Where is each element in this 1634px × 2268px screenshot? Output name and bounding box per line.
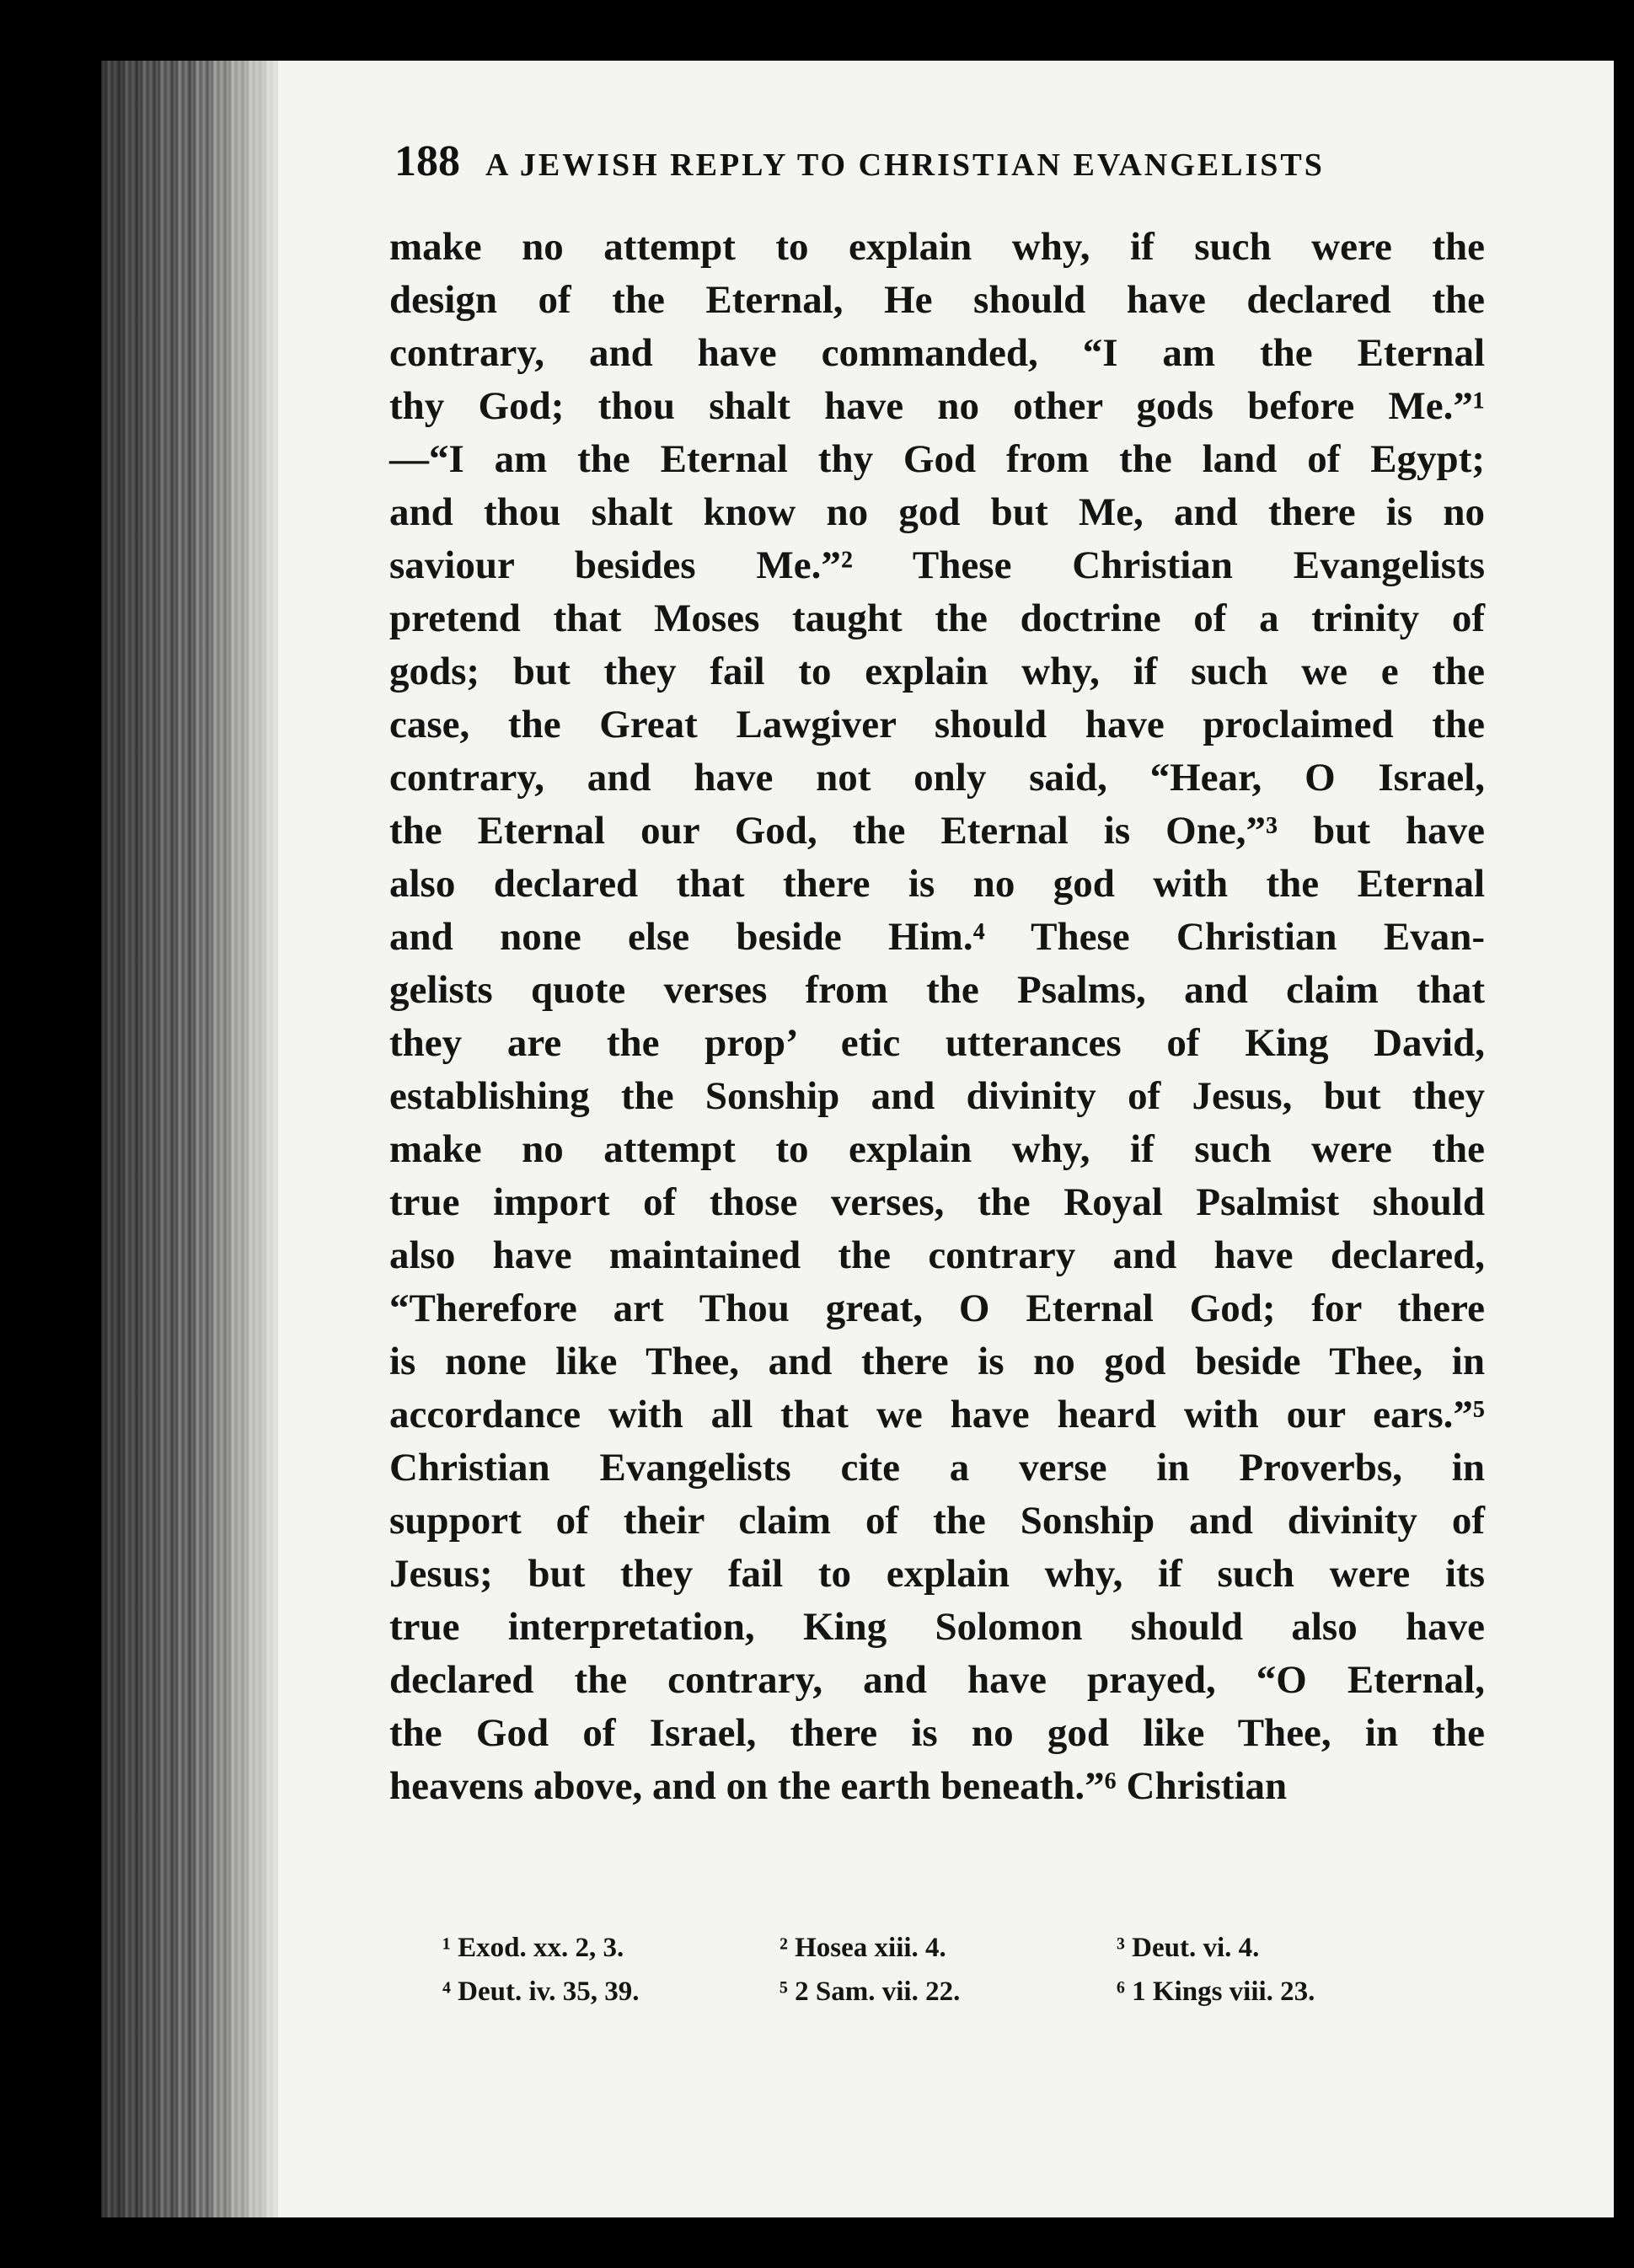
text-line: gelists quote verses from the Psalms, and claim that [389,968,1485,1012]
text-line: thy God; thou shalt have no other gods before Me.”¹ [389,384,1485,428]
footnote: ³ Deut. vi. 4. [1117,1933,1260,1963]
text-line: —“I am the Eternal thy God from the land of Egypt; [389,437,1485,481]
text-line: case, the Great Lawgiver should have proclaimed the [389,703,1485,746]
footnote-row [442,1926,1454,1970]
text-line: make no attempt to explain why, if such were the [389,1127,1485,1171]
footnote: ⁶ 1 Kings viii. 23. [1117,1976,1315,2007]
footnote-row [442,1970,1454,2014]
text-line: accordance with all that we have heard with our ears.”⁵ [389,1393,1485,1436]
text-line: true interpretation, King Solomon should also have [389,1605,1485,1649]
footnotes [442,1926,1454,2014]
text-line: the God of Israel, there is no god like Thee, in the [389,1711,1485,1755]
text-line: establishing the Sonship and divinity of Jesus, but they [389,1074,1485,1118]
text-line: heavens above, and on the earth beneath.”⁶ Christian [389,1764,1288,1808]
text-line: also declared that there is no god with the Eternal [389,862,1485,906]
text-line: Christian Evangelists cite a verse in Proverbs, in [389,1446,1485,1490]
text-line: saviour besides Me.”² These Christian Evangelists [389,543,1485,587]
footnote: ⁴ Deut. iv. 35, 39. [442,1976,640,2007]
footnote: ² Hosea xiii. 4. [779,1933,946,1963]
text-line: Jesus; but they fail to explain why, if such were its [389,1552,1485,1596]
text-line: pretend that Moses taught the doctrine of a trinity of [389,596,1485,640]
text-line: they are the prop’ etic utterances of King David, [389,1021,1485,1065]
body-text [389,221,1485,1813]
text-line: also have maintained the contrary and have declared, [389,1233,1485,1277]
text-line: make no attempt to explain why, if such were the [389,225,1485,269]
text-line: true import of those verses, the Royal Psalmist should [389,1180,1485,1224]
text-line: the Eternal our God, the Eternal is One,”³ but have [389,809,1485,853]
text-line: design of the Eternal, He should have declared the [389,278,1485,322]
running-title: A JEWISH REPLY TO CHRISTIAN EVANGELISTS [485,147,1325,183]
text-line: is none like Thee, and there is no god beside Thee, in [389,1340,1485,1383]
text-line: support of their claim of the Sonship and divinity of [389,1499,1485,1543]
text-line: “Therefore art Thou great, O Eternal God; for there [389,1286,1485,1330]
text-line: declared the contrary, and have prayed, “O Eternal, [389,1658,1485,1702]
text-line: gods; but they fail to explain why, if such we e the [389,650,1485,693]
page-number: 188 [394,137,460,185]
footnote: ¹ Exod. xx. 2, 3. [442,1933,624,1963]
running-head [394,136,1456,186]
page-edge-shadow [101,61,278,2217]
text-line: contrary, and have not only said, “Hear, O Israel, [389,756,1485,800]
text-line: contrary, and have commanded, “I am the Eternal [389,331,1485,375]
text-line: and none else beside Him.⁴ These Christian Evan- [389,915,1485,959]
footnote: ⁵ 2 Sam. vii. 22. [779,1976,961,2007]
text-line: and thou shalt know no god but Me, and there is no [389,490,1485,534]
